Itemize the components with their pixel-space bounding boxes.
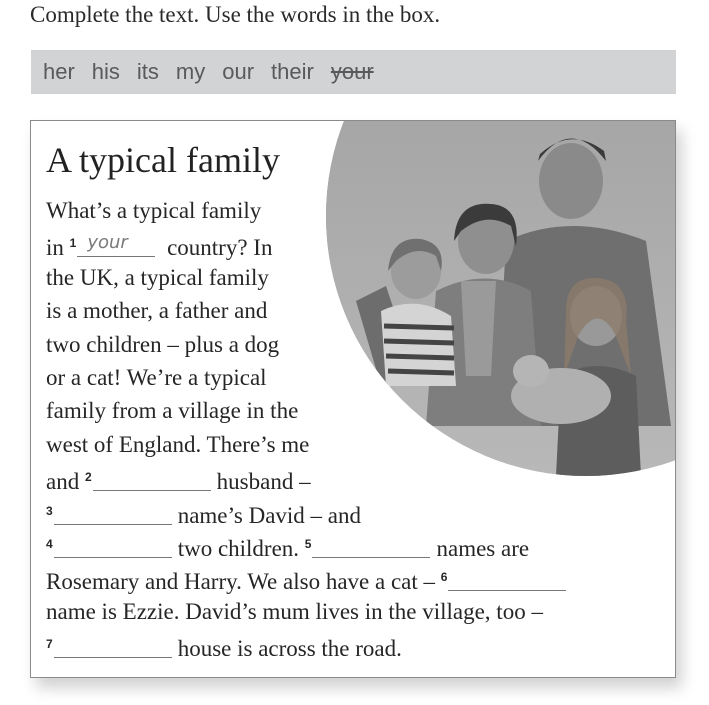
gap-2-blank[interactable] (93, 470, 211, 491)
article-card (30, 120, 676, 678)
text-line: or a cat! We’re a typical (46, 364, 267, 390)
gap-6-blank[interactable] (448, 570, 566, 591)
word-her: her (43, 59, 75, 84)
text-line: west of England. There’s me (46, 431, 310, 457)
gap-4-blank[interactable] (54, 537, 172, 558)
gap-1-blank[interactable] (77, 231, 155, 257)
word-my: my (175, 59, 206, 84)
text-line: in $^1$ your country? In (46, 227, 666, 260)
text-line: two children – plus a dog (46, 331, 280, 357)
gap-3-blank[interactable] (54, 504, 172, 525)
word-our: our (222, 59, 255, 84)
gap-number-1: 1 (69, 236, 77, 251)
gap-1-answer: your (87, 231, 128, 253)
text-line: the UK, a typical family (46, 264, 269, 290)
gap-number-2: 2 (84, 470, 92, 485)
exercise-instruction: Complete the text. Use the words in the box. (30, 2, 441, 27)
text-line: name is Ezzie. David’s mum lives in the village, too – (46, 598, 543, 624)
word-its: its (136, 59, 159, 84)
text-line: $^3$ name’s David – and (46, 502, 362, 528)
gap-number-3: 3 (46, 503, 53, 518)
word-your-used: your (330, 59, 374, 84)
gap-7-blank[interactable] (54, 637, 172, 658)
text-line: $^7$ house is across the road. (46, 636, 402, 662)
word-his: his (91, 59, 120, 84)
gap-number-6: 6 (440, 570, 448, 585)
text-line: family from a village in the (46, 398, 299, 424)
gap-number-7: 7 (46, 637, 53, 652)
text-line: $^4$ two children. $^5$ names are (46, 535, 530, 561)
gap-number-4: 4 (46, 536, 53, 551)
text-line: Rosemary and Harry. We also have a cat – $^6$ (46, 561, 666, 594)
gap-number-5: 5 (304, 536, 312, 551)
word-their: their (271, 59, 314, 84)
text-line: is a mother, a father and (46, 298, 268, 324)
gap-5-blank[interactable] (312, 537, 430, 558)
word-box (31, 50, 676, 94)
article-body (46, 194, 666, 661)
text-line: What’s a typical family (46, 198, 262, 223)
text-line: and $^2$ husband – (46, 469, 311, 495)
article-title: A typical family (46, 140, 280, 180)
